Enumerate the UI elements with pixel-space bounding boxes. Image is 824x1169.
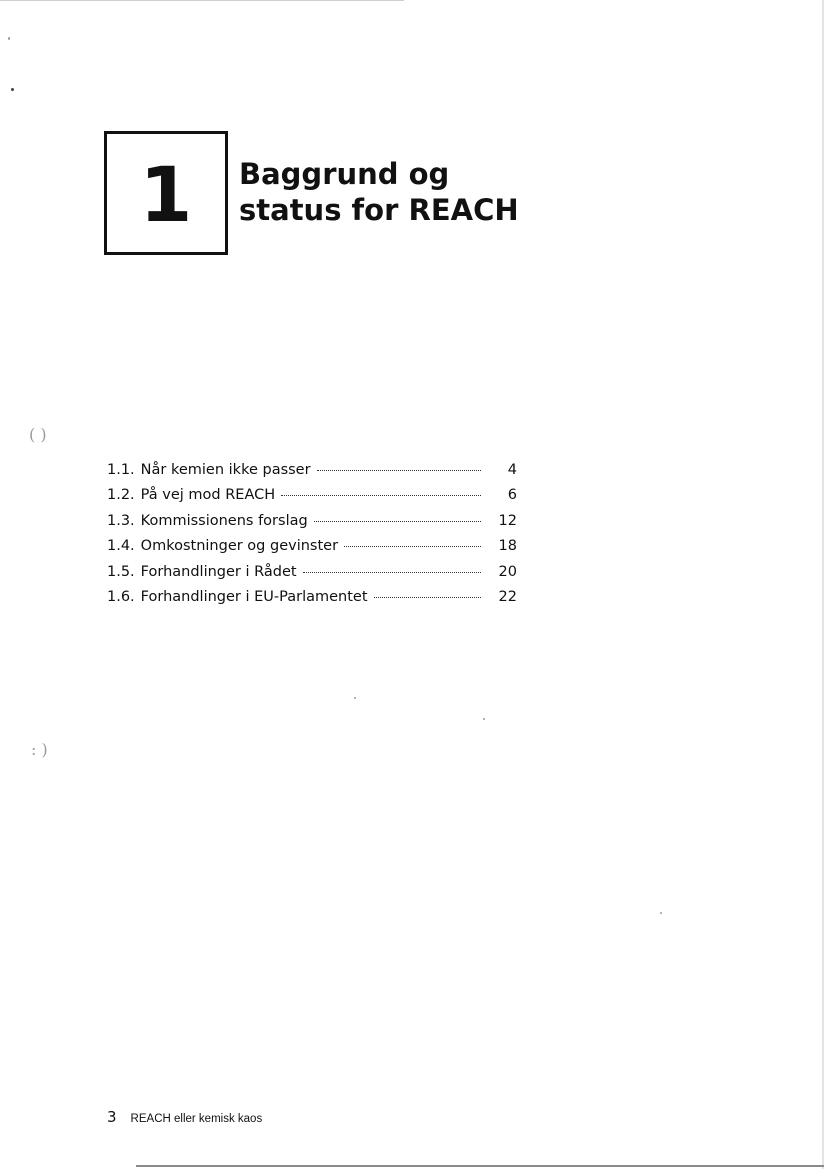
toc-dot-leader xyxy=(374,596,481,598)
toc-entry-page: 18 xyxy=(498,538,517,555)
toc-entry-label: Omkostninger og gevinster xyxy=(140,538,339,555)
scan-edge-bottom xyxy=(136,1165,824,1167)
toc-entry-number: 1.4. xyxy=(107,538,135,555)
toc-entry-label: På vej mod REACH xyxy=(140,487,276,504)
scan-speck xyxy=(8,37,10,40)
toc-entry[interactable] xyxy=(107,538,517,563)
toc-entry-label: Når kemien ikke passer xyxy=(140,462,311,478)
toc-entry[interactable] xyxy=(107,513,517,538)
table-of-contents xyxy=(107,462,517,614)
footer-page-number: 3 xyxy=(107,1108,117,1126)
footer-book-title: REACH eller kemisk kaos xyxy=(130,1113,263,1125)
toc-dot-leader xyxy=(314,520,481,522)
page-footer xyxy=(107,1108,262,1126)
scan-speck xyxy=(354,697,356,699)
toc-entry-page: 20 xyxy=(498,563,517,580)
toc-entry[interactable] xyxy=(107,487,517,512)
scan-speck xyxy=(11,88,14,91)
toc-entry-label: Forhandlinger i EU-Parlamentet xyxy=(140,588,368,605)
toc-entry-page: 12 xyxy=(498,512,517,529)
scan-edge-top xyxy=(0,0,404,1)
toc-entry-number: 1.6. xyxy=(107,588,135,605)
toc-entry-number: 1.5. xyxy=(107,563,135,580)
toc-entry-page: 6 xyxy=(507,487,517,504)
chapter-number-box xyxy=(104,131,228,255)
toc-dot-leader xyxy=(303,571,481,573)
toc-entry-label: Kommissionens forslag xyxy=(140,512,308,529)
chapter-number: 1 xyxy=(139,150,193,239)
scan-speck xyxy=(660,912,662,914)
toc-dot-leader xyxy=(281,494,481,496)
binding-hole-mark: : ) xyxy=(31,740,48,759)
toc-dot-leader xyxy=(317,469,481,471)
toc-dot-leader xyxy=(344,545,481,547)
chapter-title-line-2: status for REACH xyxy=(239,193,519,227)
chapter-title xyxy=(239,156,599,228)
toc-entry[interactable] xyxy=(107,462,517,487)
chapter-title-line-1: Baggrund og xyxy=(239,157,450,191)
toc-entry[interactable] xyxy=(107,564,517,589)
binding-hole-mark: ( ) xyxy=(29,425,47,444)
scan-speck xyxy=(483,718,485,720)
toc-entry-page: 4 xyxy=(507,462,517,478)
toc-entry-number: 1.3. xyxy=(107,512,135,529)
toc-entry-label: Forhandlinger i Rådet xyxy=(140,563,297,580)
toc-entry-number: 1.2. xyxy=(107,487,135,504)
toc-entry-page: 22 xyxy=(498,588,517,605)
toc-entry-number: 1.1. xyxy=(107,462,135,478)
toc-entry[interactable] xyxy=(107,589,517,614)
